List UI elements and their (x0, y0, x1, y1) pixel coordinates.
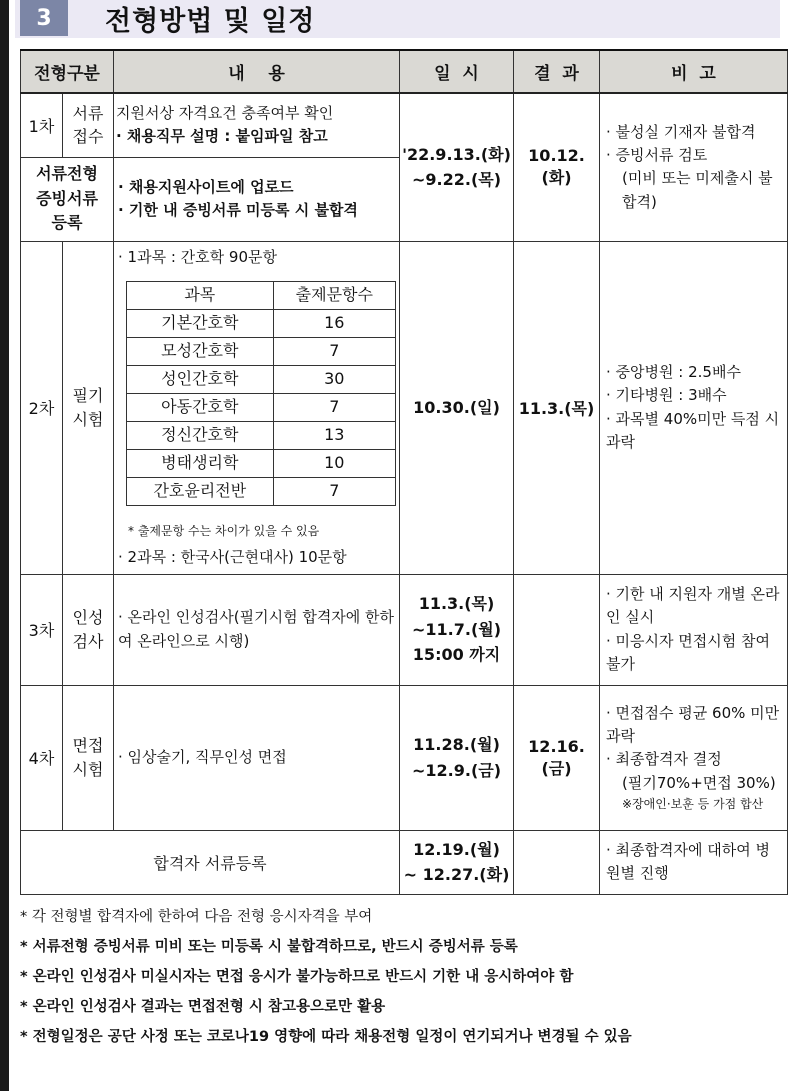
subject-name: 모성간호학 (127, 337, 274, 365)
stage3-note1: · 기한 내 지원자 개별 온라인 실시 (606, 585, 780, 627)
stage2-label: 2차 (21, 241, 63, 574)
stage3-date: 11.3.(목) ~11.7.(월) 15:00 까지 (400, 574, 514, 685)
subject-row (127, 309, 396, 337)
final-date: 12.19.(월) ~ 12.27.(화) (400, 830, 514, 894)
doc-registration-line1: · 채용지원사이트에 업로드 (118, 177, 294, 196)
stage1-notes (600, 93, 788, 241)
header-note: 비 고 (600, 50, 788, 93)
stage1-result: 10.12.(화) (514, 93, 600, 241)
table-row-stage3 (21, 574, 788, 685)
stage3-name: 인성 검사 (63, 574, 114, 685)
stage4-notes (600, 685, 788, 830)
subject-count: 10 (273, 449, 395, 477)
footnote-2: * 서류전형 증빙서류 미비 또는 미등록 시 불합격하므로, 반드시 증빙서류 등록 (20, 939, 518, 955)
stage3-result (514, 574, 600, 685)
subject-count: 7 (273, 337, 395, 365)
stage3-label: 3차 (21, 574, 63, 685)
subject-count: 30 (273, 365, 395, 393)
subject-row (127, 421, 396, 449)
stage4-note3: (필기70%+면접 30%) (622, 773, 776, 792)
table-row-stage4 (21, 685, 788, 830)
subject-name: 간호윤리전반 (127, 477, 274, 505)
subject-name: 정신간호학 (127, 421, 274, 449)
stage1-note3: (미비 또는 미제출시 불합격) (622, 169, 773, 211)
footnote-4: * 온라인 인성검사 결과는 면접전형 시 참고용으로만 활용 (20, 999, 386, 1015)
left-edge-bar (0, 0, 9, 1091)
stage4-label: 4차 (21, 685, 63, 830)
table-header-row (21, 50, 788, 93)
stage4-note4: ※장애인·보훈 등 가점 합산 (622, 796, 764, 811)
stage1-content (114, 93, 400, 157)
subject-row (127, 337, 396, 365)
subject-row (127, 449, 396, 477)
doc-registration-content (114, 157, 400, 241)
stage1-note2: · 증빙서류 검토 (606, 146, 708, 164)
stage2-note2: · 기타병원 : 3배수 (606, 386, 727, 405)
stage2-note3: · 과목별 40%미만 득점 시 과락 (606, 409, 780, 451)
stage4-name: 면접 시험 (63, 685, 114, 830)
footnote-3: * 온라인 인성검사 미실시자는 면접 응시가 불가능하므로 반드시 기한 내 응시하여야 함 (20, 969, 574, 985)
stage4-result: 12.16.(금) (514, 685, 600, 830)
table-row-stage2 (21, 241, 788, 574)
doc-registration-label: 서류전형 증빙서류 등록 (21, 157, 114, 241)
subject-count: 7 (273, 477, 395, 505)
subject-header-row (127, 281, 396, 309)
stage1-label: 1차 (21, 93, 63, 157)
subject-count: 16 (273, 309, 395, 337)
stage2-note1: · 중앙병원 : 2.5배수 (606, 363, 741, 382)
stage2-intro: · 1과목 : 간호학 90문항 (118, 247, 277, 266)
table-row-final (21, 830, 788, 894)
subject-count: 13 (273, 421, 395, 449)
header-result: 결 과 (514, 50, 600, 93)
stage2-content (114, 241, 400, 574)
final-note: · 최종합격자에 대하여 병원별 진행 (600, 830, 788, 894)
subject-name: 병태생리학 (127, 449, 274, 477)
stage1-content-line1: 지원서상 자격요건 충족여부 확인 (116, 104, 334, 122)
final-result (514, 830, 600, 894)
footnotes (20, 902, 790, 1052)
subject-name: 아동간호학 (127, 393, 274, 421)
subject-footnote: * 출제문항 수는 차이가 있을 수 있음 (128, 523, 320, 538)
stage2-second-subject: · 2과목 : 한국사(근현대사) 10문항 (118, 548, 347, 567)
subject-row (127, 393, 396, 421)
stage1-content-line2: · 채용직무 설명 : 붙임파일 참고 (116, 127, 328, 146)
schedule-table (20, 49, 788, 895)
section-number-badge: 3 (20, 0, 68, 36)
section-title: 전형방법 및 일정 (105, 5, 316, 37)
header-content: 내 용 (114, 50, 400, 93)
table-row-stage1 (21, 93, 788, 157)
stage2-date: 10.30.(일) (400, 241, 514, 574)
stage4-note2: · 최종합격자 결정 (606, 750, 722, 769)
header-stage: 전형구분 (21, 50, 114, 93)
doc-registration-line2: · 기한 내 증빙서류 미등록 시 불합격 (118, 201, 358, 219)
stage1-name: 서류 접수 (63, 93, 114, 157)
footnote-1: * 각 전형별 합격자에 한하여 다음 전형 응시자격을 부여 (20, 909, 373, 925)
stage4-note1: · 면접점수 평균 60% 미만 과락 (606, 703, 780, 746)
subject-row (127, 477, 396, 505)
stage2-notes (600, 241, 788, 574)
subject-header-name: 과목 (127, 281, 274, 309)
subject-table (126, 281, 396, 506)
stage2-name: 필기 시험 (63, 241, 114, 574)
subject-name: 기본간호학 (127, 309, 274, 337)
stage1-date: '22.9.13.(화) ~9.22.(목) (400, 93, 514, 241)
final-label: 합격자 서류등록 (21, 830, 400, 894)
stage3-note2: · 미응시자 면접시험 참여 불가 (606, 631, 770, 673)
subject-row (127, 365, 396, 393)
subject-name: 성인간호학 (127, 365, 274, 393)
stage1-note1: · 불성실 기재자 불합격 (606, 122, 756, 141)
subject-header-count: 출제문항수 (273, 281, 395, 309)
stage3-content: · 온라인 인성검사(필기시험 합격자에 한하여 온라인으로 시행) (114, 574, 400, 685)
footnote-5: * 전형일정은 공단 사정 또는 코로나19 영향에 따라 채용전형 일정이 연기되거나 변경될 수 있음 (20, 1029, 632, 1045)
stage4-content: · 임상술기, 직무인성 면접 (114, 685, 400, 830)
stage2-result: 11.3.(목) (514, 241, 600, 574)
stage3-notes (600, 574, 788, 685)
stage4-date: 11.28.(월) ~12.9.(금) (400, 685, 514, 830)
header-date: 일 시 (400, 50, 514, 93)
subject-count: 7 (273, 393, 395, 421)
